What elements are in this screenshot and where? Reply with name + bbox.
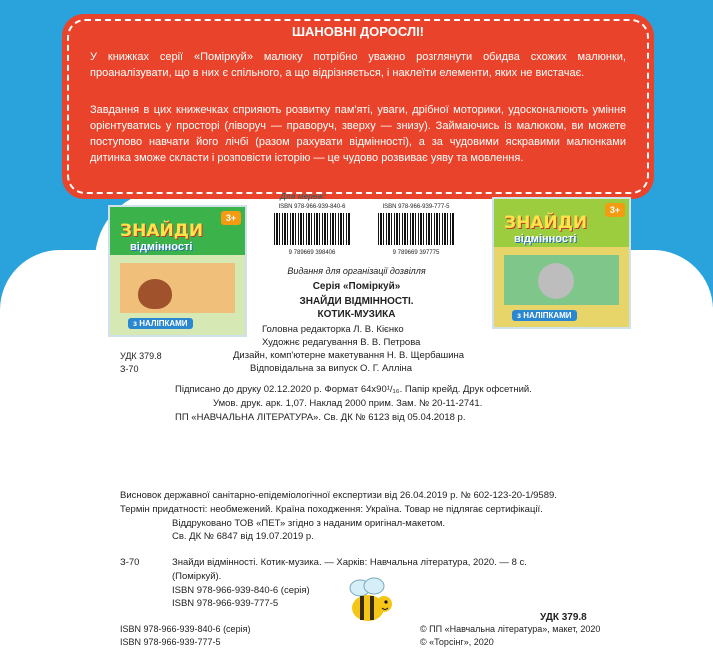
copyright: © ПП «Навчальна література», макет, 2020 — [420, 624, 601, 634]
book-title-line: КОТИК-МУЗИКА — [317, 309, 396, 320]
bottom-isbn: ISBN 978-966-939-777-5 — [120, 637, 221, 647]
barcode-isbn: ISBN 978-966-939-840-6 — [278, 204, 346, 210]
catalog-code: З-70 — [120, 557, 140, 568]
notice-title: ШАНОВНІ ДОРОСЛІ! — [291, 24, 425, 39]
bee-icon — [338, 574, 398, 634]
hen-illustration — [138, 279, 172, 309]
sanitary-conclusion: Висновок державної санітарно-епідеміологічної експертизи від 26.04.2019 р. № 602-123-20-1/9589. — [120, 490, 557, 501]
book-cover-right — [492, 197, 631, 329]
notice-box — [62, 14, 654, 199]
responsible-credit: Відповідальна за випуск О. Г. Алліна — [250, 363, 413, 374]
book-cover-illustration — [504, 255, 619, 305]
publisher-info: ПП «НАВЧАЛЬНА ЛІТЕРАТУРА». Св. ДК № 6123 від 05.04.2018 р. — [175, 412, 466, 423]
notice-paragraph: Завдання в цих книжечках сприяють розвитку пам'яті, уваги, дрібної моторики, удосконалюють уміння орієнтуватись у просторі (ліворуч — праворуч, зверху — знизу). Займаючись із малюком, ви можете поступово навчати його лічбі (разом рахувати відмінності), а за чудовими яскравими малюнками дитинка зможе скласти і розповісти історію — це чудово розвиває уяву та мовлення. — [90, 104, 626, 164]
age-badge: 3+ — [221, 211, 241, 225]
book-cover-illustration — [120, 263, 235, 313]
barcode — [268, 204, 356, 256]
barcode-isbn: ISBN 978-966-939-777-5 — [382, 204, 450, 210]
book-cover-title: ЗНАЙДИ — [120, 221, 204, 241]
chief-editor: Головна редакторка Л. В. Кієнко — [262, 324, 404, 335]
stickers-label: з НАЛІПКАМИ — [128, 318, 193, 329]
print-details: Підписано до друку 02.12.2020 р. Формат 64x90¹/₁₆. Папір крейд. Друк офсетний. — [175, 384, 532, 395]
networks-label: Для мереж: — [280, 192, 326, 201]
printer-info: Віддруковано ТОВ «ПЕТ» згідно з наданим оригінал-макетом. — [172, 518, 446, 529]
catalog-isbn: ISBN 978-966-939-777-5 — [172, 598, 279, 609]
print-details: Умов. друк. арк. 1,07. Наклад 2000 прим. Зам. № 20-11-2741. — [213, 398, 483, 409]
catalog-series: (Поміркуй). — [172, 571, 222, 582]
copyright: © «Торсінг», 2020 — [420, 637, 494, 647]
age-badge: 3+ — [605, 203, 625, 217]
udk-code: УДК 379.8 — [540, 612, 587, 623]
book-title-line: ЗНАЙДИ ВІДМІННОСТІ. — [299, 296, 414, 307]
cat-illustration — [538, 263, 574, 299]
catalog-entry: Знайди відмінності. Котик-музика. — Харків: Навчальна література, 2020. — 8 с. — [172, 557, 527, 568]
stickers-label: з НАЛІПКАМИ — [512, 310, 577, 321]
barcode — [372, 204, 460, 256]
barcode-number: 9 789669 398406 — [288, 250, 336, 256]
barcode-bars — [274, 213, 350, 245]
design-credit: Дизайн, комп'ютерне макетування Н. В. Щербашина — [233, 350, 465, 361]
book-cover-left — [108, 205, 247, 337]
book-cover-header — [110, 207, 245, 255]
catalog-isbn: ISBN 978-966-939-840-6 (серія) — [172, 585, 310, 596]
edition-note: Видання для організації дозвілля — [287, 266, 426, 276]
book-cover-subtitle: відмінності — [514, 233, 577, 245]
barcode-number: 9 789669 397775 — [392, 250, 440, 256]
book-cover-title: ЗНАЙДИ — [504, 213, 588, 233]
bottom-isbn: ISBN 978-966-939-840-6 (серія) — [120, 624, 251, 634]
printer-certificate: Св. ДК № 6847 від 19.07.2019 р. — [172, 531, 314, 542]
validity-info: Термін придатності: необмежений. Країна походження: Україна. Товар не підлягає сертифікації. — [120, 504, 543, 515]
notice-paragraph: У книжках серії «Поміркуй» малюку потрібно уважно розглянути обидва схожих малюнки, проаналізувати, що в них є спільного, а що відрізняється, і наклеїти елементи, яких не вистачає. — [90, 51, 626, 79]
barcode-bars — [378, 213, 454, 245]
art-editor: Художнє редагування В. В. Петрова — [262, 337, 421, 348]
book-cover-header — [494, 199, 629, 247]
library-code: З-70 — [120, 364, 139, 374]
udk-code: УДК 379.8 — [120, 351, 162, 361]
book-cover-subtitle: відмінності — [130, 241, 193, 253]
series-name: Серія «Поміркуй» — [312, 281, 401, 292]
